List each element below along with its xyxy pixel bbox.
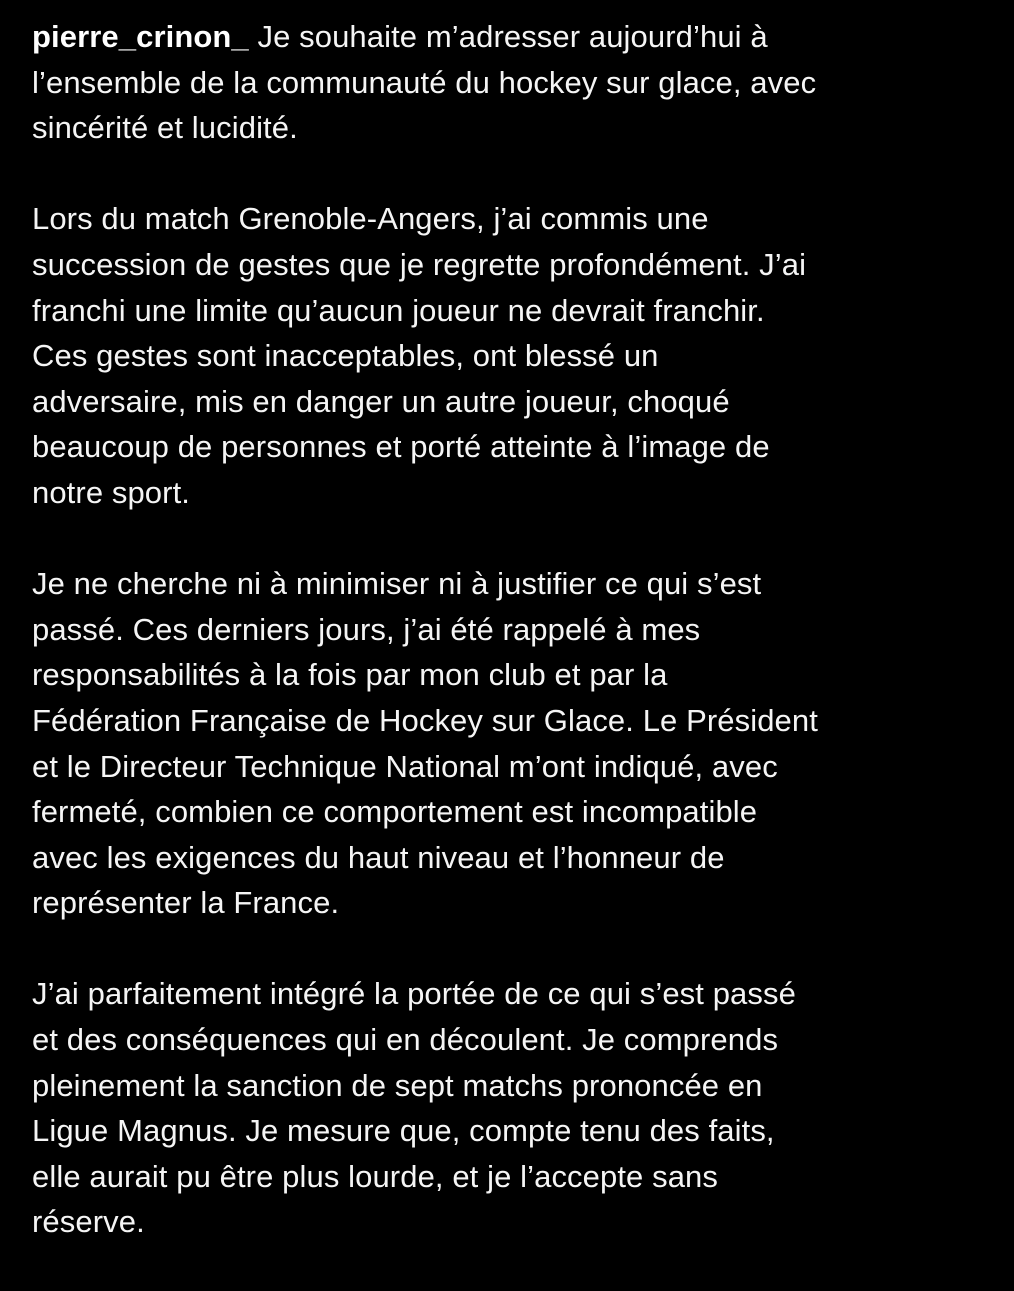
- caption-line: sincérité et lucidité.: [32, 110, 298, 146]
- caption-line: elle aurait pu être plus lourde, et je l’accepte sans: [32, 1158, 718, 1194]
- caption-paragraph-4: [32, 971, 992, 1245]
- caption-line: adversaire, mis en danger un autre joueur, choqué: [32, 383, 730, 419]
- caption-line-text: Je souhaite m’adresser aujourd’hui à: [248, 19, 768, 54]
- caption-line: et des conséquences qui en découlent. Je comprends: [32, 1022, 779, 1058]
- caption-paragraph-3: [32, 561, 992, 926]
- caption-line: [32, 14, 992, 60]
- caption-line: Fédération Française de Hockey sur Glace. Le Président: [32, 702, 818, 738]
- caption-line: pleinement la sanction de sept matchs prononcée en: [32, 1067, 763, 1103]
- caption-line: fermeté, combien ce comportement est incompatible: [32, 794, 758, 830]
- caption-line: passé. Ces derniers jours, j’ai été rappelé à mes: [32, 611, 701, 647]
- caption-line: et le Directeur Technique National m’ont indiqué, avec: [32, 748, 778, 784]
- caption-line: responsabilités à la fois par mon club et par la: [32, 657, 668, 693]
- username-link[interactable]: pierre_crinon_: [32, 19, 249, 54]
- caption-line: avec les exigences du haut niveau et l’honneur de: [32, 839, 725, 875]
- caption-line: représenter la France.: [32, 885, 340, 921]
- caption-line: beaucoup de personnes et porté atteinte à l’image de: [32, 429, 770, 465]
- caption-line: franchi une limite qu’aucun joueur ne devrait franchir.: [32, 292, 765, 328]
- caption-line: J’ai parfaitement intégré la portée de ce qui s’est passé: [32, 976, 796, 1012]
- caption-line: réserve.: [32, 1204, 145, 1240]
- caption-line: Ces gestes sont inacceptables, ont blessé un: [32, 338, 659, 374]
- caption-line: Lors du match Grenoble-Angers, j’ai commis une: [32, 201, 709, 237]
- caption-line: l’ensemble de la communauté du hockey sur glace, avec: [32, 64, 817, 100]
- caption-line: notre sport.: [32, 474, 191, 510]
- caption-line: Ligue Magnus. Je mesure que, compte tenu des faits,: [32, 1113, 775, 1149]
- caption-paragraph-2: [32, 196, 992, 515]
- post-caption: [32, 14, 992, 1291]
- caption-paragraph-1: [32, 14, 992, 151]
- caption-line: succession de gestes que je regrette profondément. J’ai: [32, 246, 807, 282]
- caption-line: Je ne cherche ni à minimiser ni à justifier ce qui s’est: [32, 566, 762, 602]
